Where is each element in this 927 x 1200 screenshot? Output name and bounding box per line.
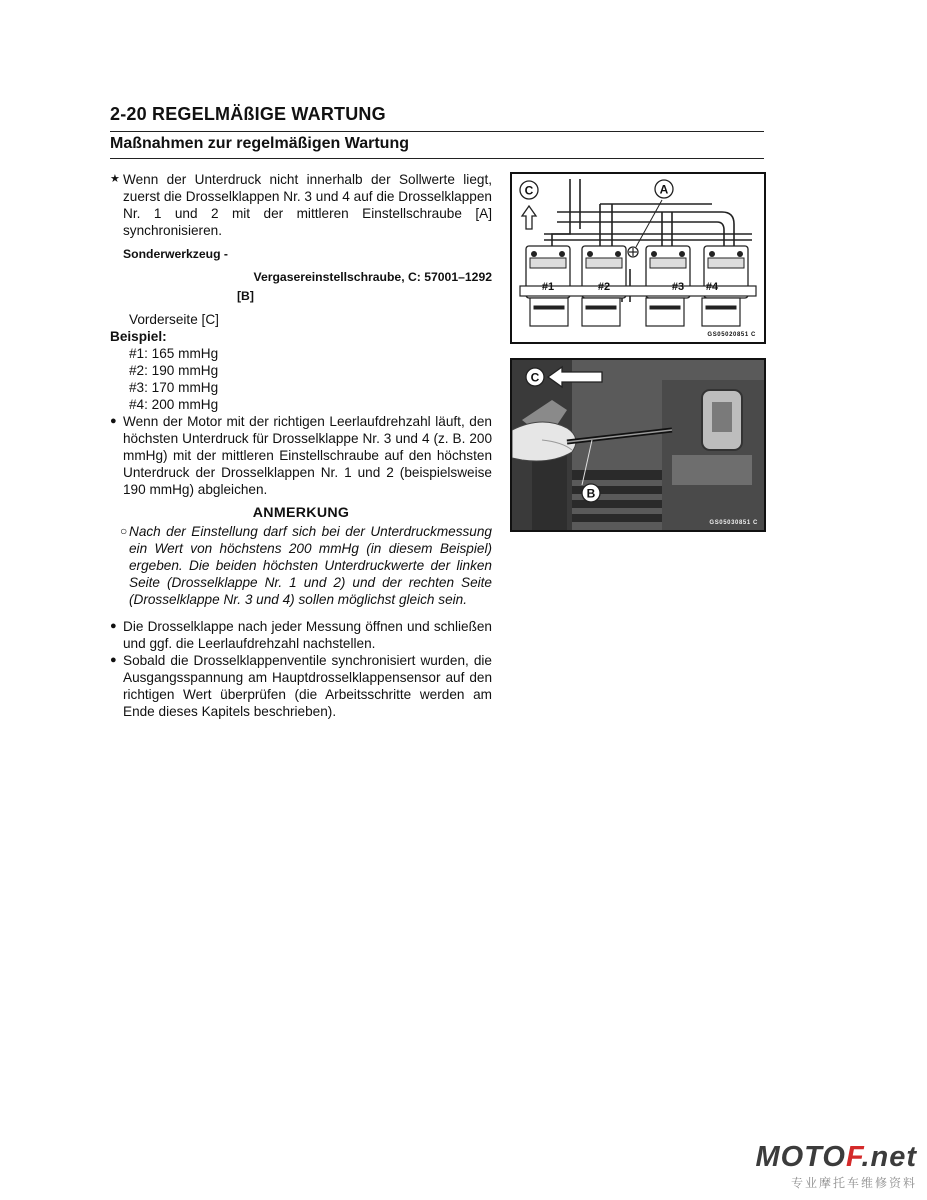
figure-code: GS05030851 C — [709, 520, 758, 526]
bullet-dot-icon: ● — [110, 654, 117, 666]
svg-text:C: C — [530, 370, 540, 385]
example-label: Beispiel: — [110, 329, 167, 344]
bullet-text: Sobald die Drosselklappenventile synchronisiert wurden, die Ausgangsspannung am Hauptdrosselklappensensor auf den richtigen Wert überprüfen (die Arbeitsschritte werden am Ende dieses Kapitels beschrieben). — [123, 653, 492, 719]
svg-text:B: B — [586, 486, 596, 501]
watermark-logo: MOTOF.net — [755, 1141, 917, 1173]
svg-text:A: A — [659, 182, 669, 197]
watermark-tagline: 专业摩托车维修资料 — [790, 1176, 917, 1190]
star-icon: ★ — [110, 173, 120, 185]
bullet-text: Die Drosselklappe nach jeder Messung öffnen und schließen und ggf. die Leerlaufdrehzahl nachstellen. — [123, 619, 492, 651]
readings-list — [129, 345, 492, 413]
bullet-dot-icon: ● — [110, 620, 117, 632]
front-label: Vorderseite [C] — [129, 312, 219, 327]
bullet-text: Wenn der Motor mit der richtigen Leerlaufdrehzahl läuft, den höchsten Unterdruck für Drosselklappe Nr. 3 und 4 (z. B. 200 mmHg) mit der mittleren Einstellschraube auf den höchsten Unterdruck der Drosselklappen Nr. 1 und 2 (beispielsweise 190 mmHg) abgleichen. — [123, 414, 492, 497]
callout-c — [526, 368, 544, 386]
bullet-dot-icon: ● — [110, 415, 117, 427]
special-tool-ref: [B] — [237, 289, 254, 303]
special-tool-name: Vergasereinstellschraube, C: 57001–1292 — [253, 270, 492, 284]
page-title: 2-20 REGELMÄßIGE WARTUNG — [110, 104, 386, 124]
page-header — [110, 104, 764, 159]
special-tool-label: Sonderwerkzeug - — [123, 247, 228, 261]
bullet-item — [110, 618, 492, 652]
note-text: Nach der Einstellung darf sich bei der Unterdruckmessung ein Wert von höchstens 200 mmHg (in diesem Beispiel) ergeben. Die beiden höchsten Unterdruckwerte der linken Seite (Drosselklappe Nr. 1 und 2) und der rechten Seite (Drosselklappe Nr. 3 und 4) sollen möglichst gleich sein. — [129, 524, 492, 607]
section-title: Maßnahmen zur regelmäßigen Wartung — [110, 131, 764, 159]
throttle-label-2: #2 — [597, 281, 611, 293]
front-arrow-icon — [522, 206, 536, 229]
callout-c — [520, 181, 538, 199]
callout-b — [582, 484, 600, 502]
throttle-label-4: #4 — [705, 281, 719, 293]
bullet-item — [110, 413, 492, 498]
note-heading: ANMERKUNG — [252, 505, 350, 521]
throttle-diagram-figure — [510, 172, 766, 344]
reading-item: #3: 170 mmHg — [129, 380, 219, 395]
circle-bullet-icon: ○ — [120, 524, 128, 538]
adjustment-photo — [512, 360, 764, 530]
adjustment-photo-figure — [510, 358, 766, 532]
callout-a — [655, 180, 673, 198]
site-watermark — [755, 1142, 917, 1191]
star-item — [110, 171, 492, 239]
reading-item: #1: 165 mmHg — [129, 346, 219, 361]
bullet-item — [110, 652, 492, 720]
reading-item: #2: 190 mmHg — [129, 363, 219, 378]
note-item — [120, 523, 492, 608]
svg-text:C: C — [524, 183, 534, 198]
figure-code: GS05020851 C — [707, 332, 756, 338]
throttle-label-1: #1 — [541, 281, 555, 293]
throttle-diagram — [512, 174, 764, 342]
throttle-label-3: #3 — [671, 281, 685, 293]
main-text — [110, 171, 492, 720]
star-item-text: Wenn der Unterdruck nicht innerhalb der Sollwerte liegt, zuerst die Drosselklappen Nr. 3 und 4 auf die Drosselklappen Nr. 1 und 2 mit der mittleren Einstellschraube [A] synchronisieren. — [123, 172, 492, 238]
reading-item: #4: 200 mmHg — [129, 397, 219, 412]
